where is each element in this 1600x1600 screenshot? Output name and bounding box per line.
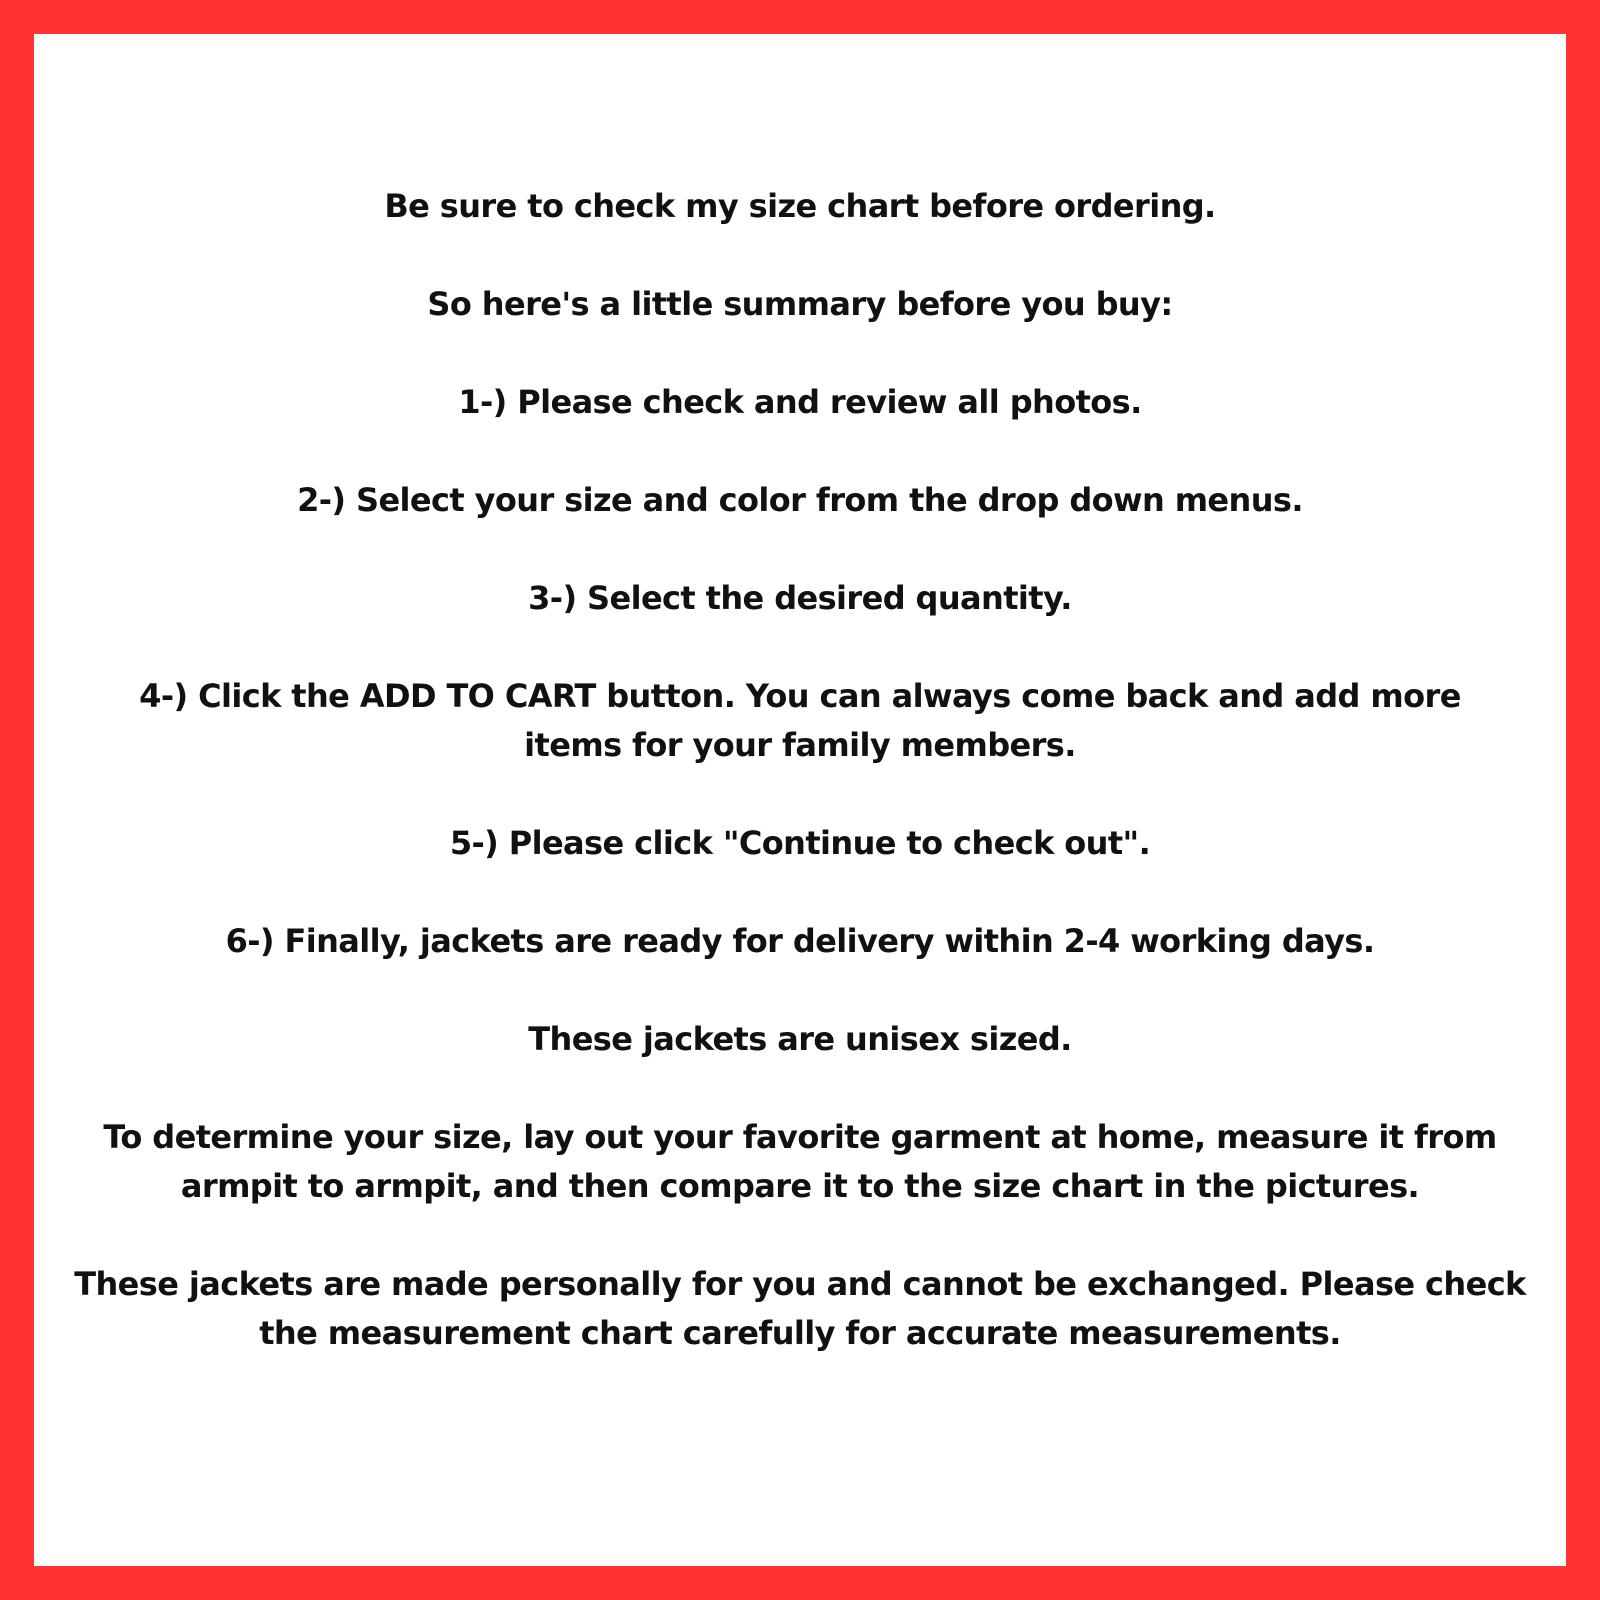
spacer [34,525,1566,574]
spacer [34,427,1566,476]
step-5: 5-) Please click "Continue to check out". [449,824,1151,862]
spacer [34,329,1566,378]
spacer [34,1064,1566,1113]
spacer [34,770,1566,819]
summary-heading: So here's a little summary before you buy: [427,285,1173,323]
spacer [34,231,1566,280]
step-1: 1-) Please check and review all photos. [458,383,1142,421]
step-3: 3-) Select the desired quantity. [528,579,1072,617]
unisex-note: These jackets are unisex sized. [528,1020,1072,1058]
exchange-policy: These jackets are made personally for you and cannot be exchanged. Please check the measurement chart carefully for accurate measurements. [74,1265,1526,1352]
notice-card [34,34,1566,1566]
spacer [34,868,1566,917]
spacer [34,1211,1566,1260]
step-6: 6-) Finally, jackets are ready for delivery within 2-4 working days. [225,922,1375,960]
intro-text: Be sure to check my size chart before ordering. [384,187,1216,225]
step-2: 2-) Select your size and color from the drop down menus. [297,481,1303,519]
sizing-instructions: To determine your size, lay out your favorite garment at home, measure it from armpit to armpit, and then compare it to the size chart in the pictures. [103,1118,1497,1205]
notice-text-block [34,182,1566,1358]
spacer [34,966,1566,1015]
spacer [34,623,1566,672]
step-4: 4-) Click the ADD TO CART button. You can always come back and add more items for your family members. [139,677,1461,764]
